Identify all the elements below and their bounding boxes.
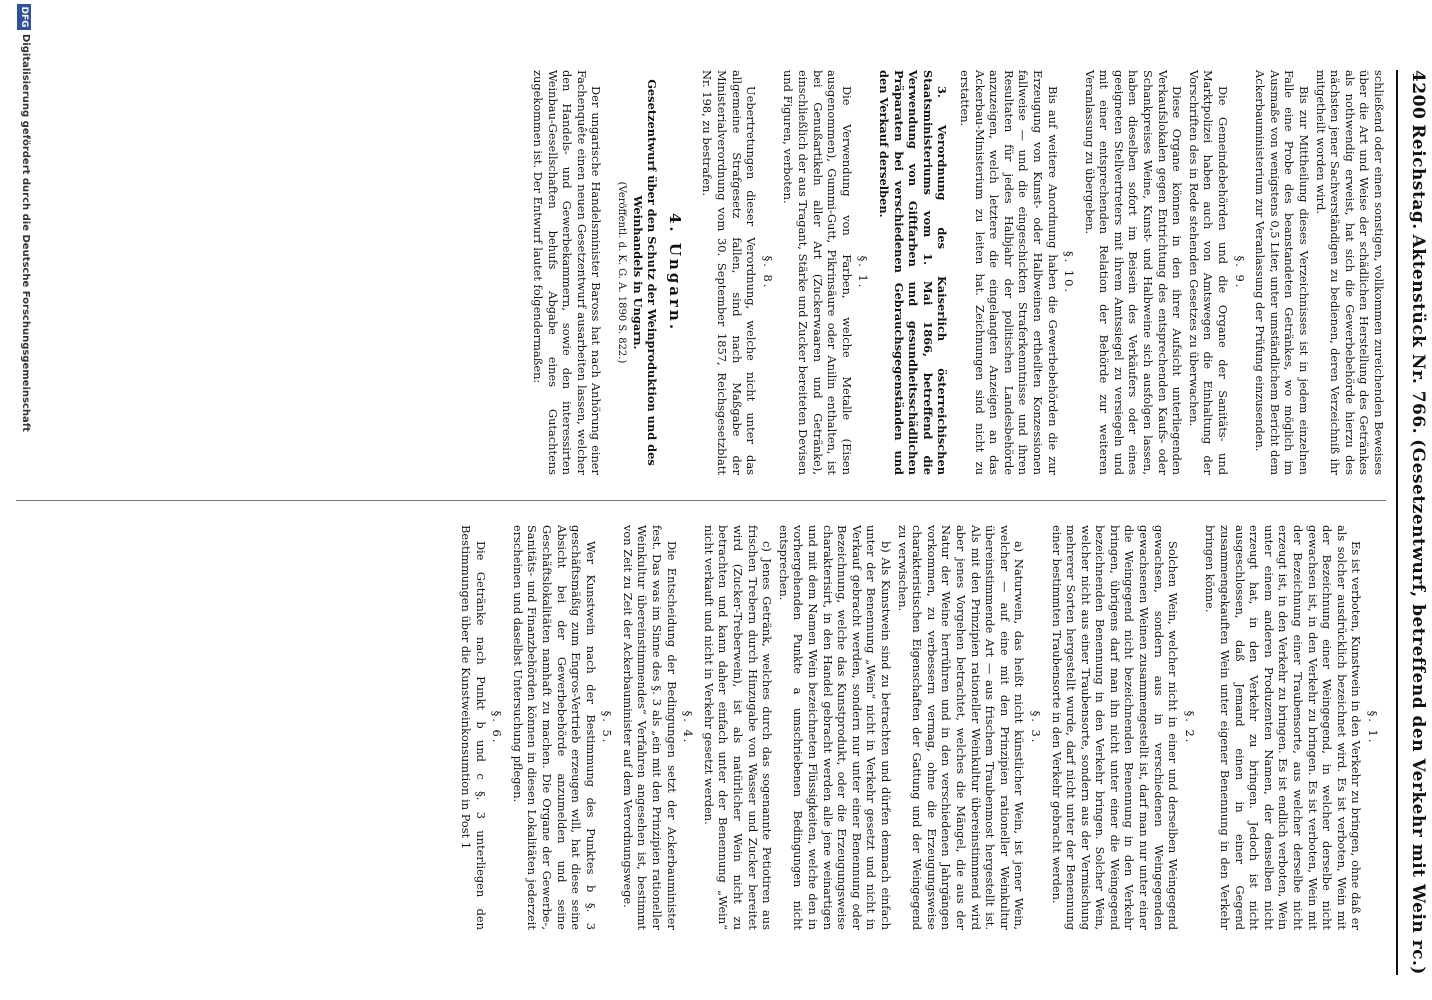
document-subject: (Gesetzentwurf, betreffend den Verkehr mit Wein rc.)	[1408, 439, 1428, 975]
paragraph: Bis auf weitere Anordnung haben die Gewerbebehörden die zur Erzeugung von Kunst- oder Halbweinen ertheilten Konzessionen fallweise — und die eingeschickten Straferkenntnisse und ihren Resultaten für jedes Halbjahr der politischen Landesbehörde anzuzeigen, welch letztere die eingelangten Anzeigen an das Ackerbau-Ministerium zu leiten hat. Zeichnungen sind nicht zu erstatten.	[957, 70, 1060, 475]
footer-credit: Digitalisierung gefördert durch die Deutsche Forschungsgemeinschaft	[20, 34, 31, 432]
title: Gesetzentwurf über den Schutz der Weinproduktion und des Weinhandels in Ungarn.	[630, 79, 660, 466]
paragraph: Diese Organe können in den ihrer Aufsicht unterliegenden Verkaufslokalen gegen Entrichtung des entsprechenden Kaufs- oder Schankpreises Weine, Kunst- und Halbweine sich ausfolgen lassen, haben dieselben sofort im Beisein des Verkäufers oder eines geeigneten Stellvertreters mit ihrem Amtssiegel zu versiegeln und mit einer entsprechenden Relation der Behörde zur weiteren Veranlassung zu übergeben.	[1082, 70, 1185, 475]
section-heading: §. 6.	[490, 710, 505, 745]
paragraph: Uebertretungen dieser Verordnung, welche nicht unter das allgemeine Strafgesetz fallen, sind nach Maßgabe der Ministerialverordnung vom 30. September 1857, Reichsgesetzblatt Nr. 198, zu bestrafen.	[700, 70, 759, 475]
document-page	[12, 70, 1432, 975]
running-head	[1398, 70, 1428, 975]
footer	[7, 0, 37, 1000]
paragraph: schließend oder einen sonstigen, vollkommen zureichenden Beweises über die Art und Weise der schädlichen Herstellung des Getränkes als nothwendig erweist, hat sich die Gewerbebehörde hierzu des nächsten jener Sachverständigen zu bedienen, deren Verzeichniß ihr mitgetheilt worden wird.	[1313, 70, 1386, 475]
paragraph: Solchen Wein, welcher nicht in einer und derselben Weingegend gewachsen, sondern aus in verschiedenen Weingegenden gewachsenen Weinen zusammengestellt ist, darf man nur unter einer die Weingegend nicht bezeichnenden Benennung in den Verkehr bringen, übrigens darf man ihn nicht unter einer die Weingegend bezeichnenden Benennung in den Verkehr bringen. Solcher Wein, welcher nicht aus einer Traubensorte, sondern aus der Vermischung mehrerer Sorten hergestellt wurde, darf nicht unter der Benennung einer bestimmten Traubensorte in den Verkehr gebracht werden.	[1049, 525, 1181, 930]
document-number: Aktenstück Nr. 766.	[1408, 234, 1428, 435]
country-heading: 4. Ungarn.	[665, 212, 684, 333]
paragraph: Die Gemeindebehörden und die Organe der Sanitäts- und Marktpolizei haben auch von Amtswegen die Einhaltung der Vorschriften des in Rede stehenden Gesetzes zu überwachen.	[1186, 70, 1231, 475]
dfg-logo: DFG	[17, 4, 31, 30]
paragraph: a) Naturwein, das heißt nicht künstlicher Wein, ist jener Wein, welcher — auf eine mit den Prinzipien rationeller Weinkultur übereinstimmende Art — aus frischem Traubenmost hergestellt ist. Als mit den Prinzipien rationeller Weinkultur übereinstimmend wird aber jenes Vorgehen betrachtet, welches die Mängel, die aus der Natur der Weine herrühren und in den verschiedenen Jahrgängen vorkommen, zu verbessern vermag, ohne die Erzeugungsweise charakteristischen Eigenschaften der Gattung und der Weingegend zu verwischen.	[895, 525, 1027, 930]
paragraph: Wer Kunstwein nach der Bestimmung des Punktes b §. 3 geschäftsmäßig zum Engros-Vertrieb erzeugen will, hat diese seine Absicht bei der Gewerbebehörde anzumelden und seine Geschäftslokalitäten namhaft zu machen. Die Organe der Gewerbe-, Sanitäts- und Finanzbehörden können in diesen Lokalitäten jederzeit erscheinen und daselbst Untersuchung pflegen.	[510, 525, 598, 930]
page-number: 4200	[1408, 70, 1428, 120]
right-column	[456, 525, 1386, 930]
section-heading: §. 5.	[600, 710, 615, 745]
section-heading: §. 9.	[1232, 255, 1247, 290]
section-name: Reichstag.	[1408, 124, 1428, 230]
paragraph: Es ist verboten, Kunstwein in den Verkehr zu bringen, ohne daß er als solcher ausdrücklich bezeichnet wird. Es ist verboten, Wein mit der Bezeichnung einer Weingegend, in welcher derselbe nicht gewachsen ist, in den Verkehr zu bringen. Es ist verboten, Wein mit der Bezeichnung einer Traubensorte, aus welcher derselbe nicht erzeugt ist, in den Verkehr zu bringen. Es ist endlich verboten, Wein unter einem anderen Produzenten Namen, der denselben nicht erzeugt hat, in den Verkehr zu bringen. Jedoch ist nicht ausgeschlossen, daß Jemand einen in einer Gegend zusammengekauften Wein unter eigener Benennung in den Verkehr bringen könne.	[1203, 525, 1364, 930]
section-heading: §. 1.	[856, 255, 871, 290]
paragraph: Die Entscheidung der Bedingungen setzt der Ackerbauminister fest. Das was im Sinne des §. 3 als „ein mit den Prinzipien rationeller Weinkultur übereinstimmendes“ Verfahren angesehen ist, bestimmt von Zeit zu Zeit der Ackerbauminister auf dem Verordnungswege.	[620, 525, 679, 930]
section-heading: §. 1.	[1366, 710, 1380, 745]
section-heading: §. 8.	[760, 255, 775, 290]
reference: (Veröffentl. d. K. G. A. 1890 S. 822.)	[616, 181, 628, 364]
subheading: 3. Verordnung des Kaiserlich österreichischen Staatsministeriums vom 1. Mai 1866, betreffend die Verwendung von Giftfarben und gesundheitsschädlichen Präparaten bei verschiedenen Gebrauchsgegenständen und den Verkauf derselben.	[877, 70, 950, 475]
paragraph: c) Jenes Getränk, welches durch das sogenannte Petiotiren aus frischen Trebern durch Hinzugabe von Wasser und Zucker bereitet wird (Zucker-Treberwein), ist als natürlicher Wein nicht zu betrachten und kann daher einfach unter der Benennung „Wein“ nicht verkauft und nicht in Verkehr gesetzt werden.	[701, 525, 775, 930]
paragraph: Bis zur Mittheilung dieses Verzeichnisses ist in jedem einzelnen Falle eine Probe des beanstandeten Getränkes, wo möglich im Ausmaße von wenigstens 0,5 Liter, unter umständlichem Bericht dem Ackerbauministerium zur Veranlassung der Prüfung einzusenden.	[1253, 70, 1312, 475]
left-column	[529, 70, 1386, 475]
section-heading: §. 4.	[681, 710, 696, 745]
paragraph: Der ungarische Handelsminister Baross hat nach Anhörung einer Fachenquête einen neuen Gesetzentwurf ausarbeiten lassen, welcher den Handels- und Gewerbekammern, sowie den interessirten Weinbau-Gesellschaften behufs Abgabe eines Gutachtens zugekommen ist. Der Entwurf lautet folgendermaßen:	[531, 70, 604, 475]
section-heading: §. 2.	[1182, 710, 1197, 745]
section-heading: §. 3.	[1028, 710, 1043, 745]
paragraph: b) Als Kunstwein sind zu betrachten und dürfen demnach einfach unter der Benennung „Wein“ nicht in Verkehr gesetzt und nicht in Verkauf gebracht werden, sondern nur unter einer Benennung oder Bezeichnung, welche das Kunstprodukt, oder die Erzeugungsweise charakterisirt, in den Handel gebracht werden alle jene weinartigen und mit dem Namen Wein bezeichneten Flüssigkeiten, welche den in vorhergehenden Punkte a umschriebenen Bedingungen nicht entsprechen.	[776, 525, 893, 930]
header-rule	[1396, 70, 1398, 975]
section-heading: §. 10.	[1062, 250, 1077, 295]
column-divider	[16, 500, 1386, 501]
paragraph: Die Verwendung von Farben, welche Metalle (Eisen ausgenommen), Gummi-Gutt, Pikrinsäure oder Anilin enthalten, ist bei Genußartikeln aller Art (Zuckerwaaren und Getränke), einschließlich der aus Tragant, Stärke und Zucker bereiteten Devisen und Figuren, verboten.	[781, 70, 854, 475]
paragraph: Die Getränke nach Punkt b und c §. 3 unterliegen den Bestimmungen über die Kunstweinkonsumtion in Post 1	[458, 525, 488, 930]
